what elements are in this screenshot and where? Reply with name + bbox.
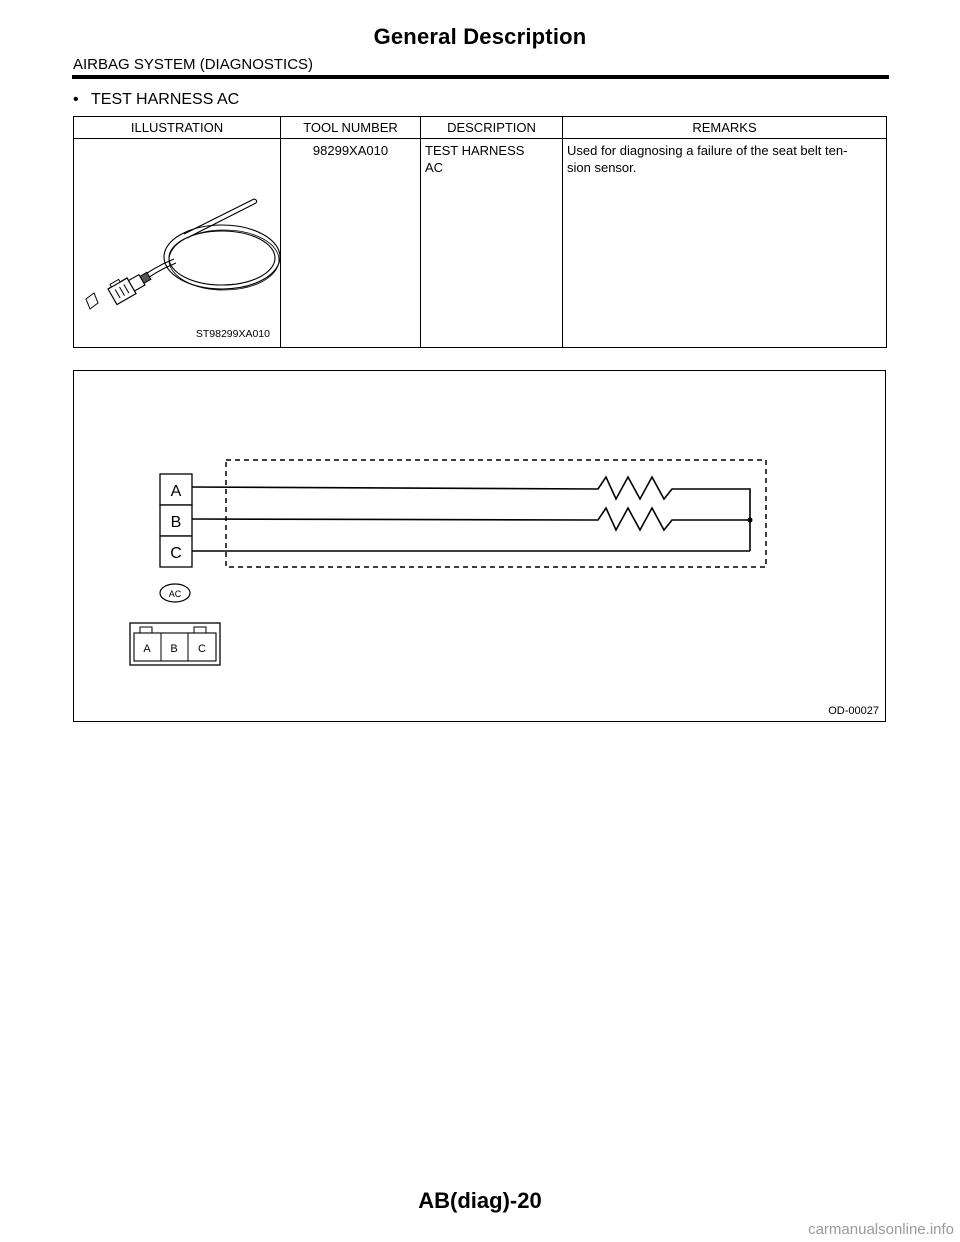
illustration-code: ST98299XA010 (195, 328, 270, 340)
page-number: AB(diag)-20 (418, 1188, 542, 1213)
bullet-text: TEST HARNESS AC (91, 91, 240, 108)
remarks-line: sion sensor. (567, 160, 637, 175)
column-header-illustration: ILLUSTRATION (74, 117, 281, 139)
column-header-description: DESCRIPTION (421, 117, 563, 139)
wire-a-with-resistor (192, 477, 750, 551)
remarks-line: Used for diagnosing a failure of the seat belt ten- (567, 143, 848, 158)
column-header-remarks: REMARKS (563, 117, 887, 139)
remarks-cell (563, 139, 887, 348)
connector-pin-c: C (198, 643, 206, 655)
table-row (74, 139, 887, 348)
terminal-label-b: B (170, 514, 182, 531)
page-title: General Description (373, 24, 587, 49)
connector-pin-a: A (143, 643, 151, 655)
connector-pin-b: B (170, 643, 178, 655)
wiring-diagram-svg (74, 371, 887, 723)
description-cell (421, 139, 563, 348)
connector-latch-left (140, 627, 152, 633)
header-divider (72, 75, 889, 79)
wiring-diagram (73, 370, 886, 722)
tool-number-cell: 98299XA010 (281, 139, 421, 348)
connector-latch-right (194, 627, 206, 633)
wire-b-with-resistor (192, 508, 750, 530)
terminal-label-c: C (170, 545, 182, 562)
bullet-icon: • (73, 91, 79, 108)
bullet-item (73, 91, 239, 109)
column-header-tool-number: TOOL NUMBER (281, 117, 421, 139)
junction-dot (748, 518, 753, 523)
watermark: carmanualsonline.info (808, 1221, 954, 1238)
connector-label: AC (168, 589, 182, 599)
description-line: AC (425, 160, 444, 175)
figure-code: OD-00027 (828, 705, 879, 717)
description-line: TEST HARNESS (425, 143, 525, 158)
table-header-row (74, 117, 887, 139)
terminal-label-a: A (170, 483, 182, 500)
test-harness-illustration (74, 139, 288, 348)
section-header: AIRBAG SYSTEM (DIAGNOSTICS) (73, 56, 314, 73)
tool-table (73, 116, 887, 348)
illustration-cell (74, 139, 281, 348)
